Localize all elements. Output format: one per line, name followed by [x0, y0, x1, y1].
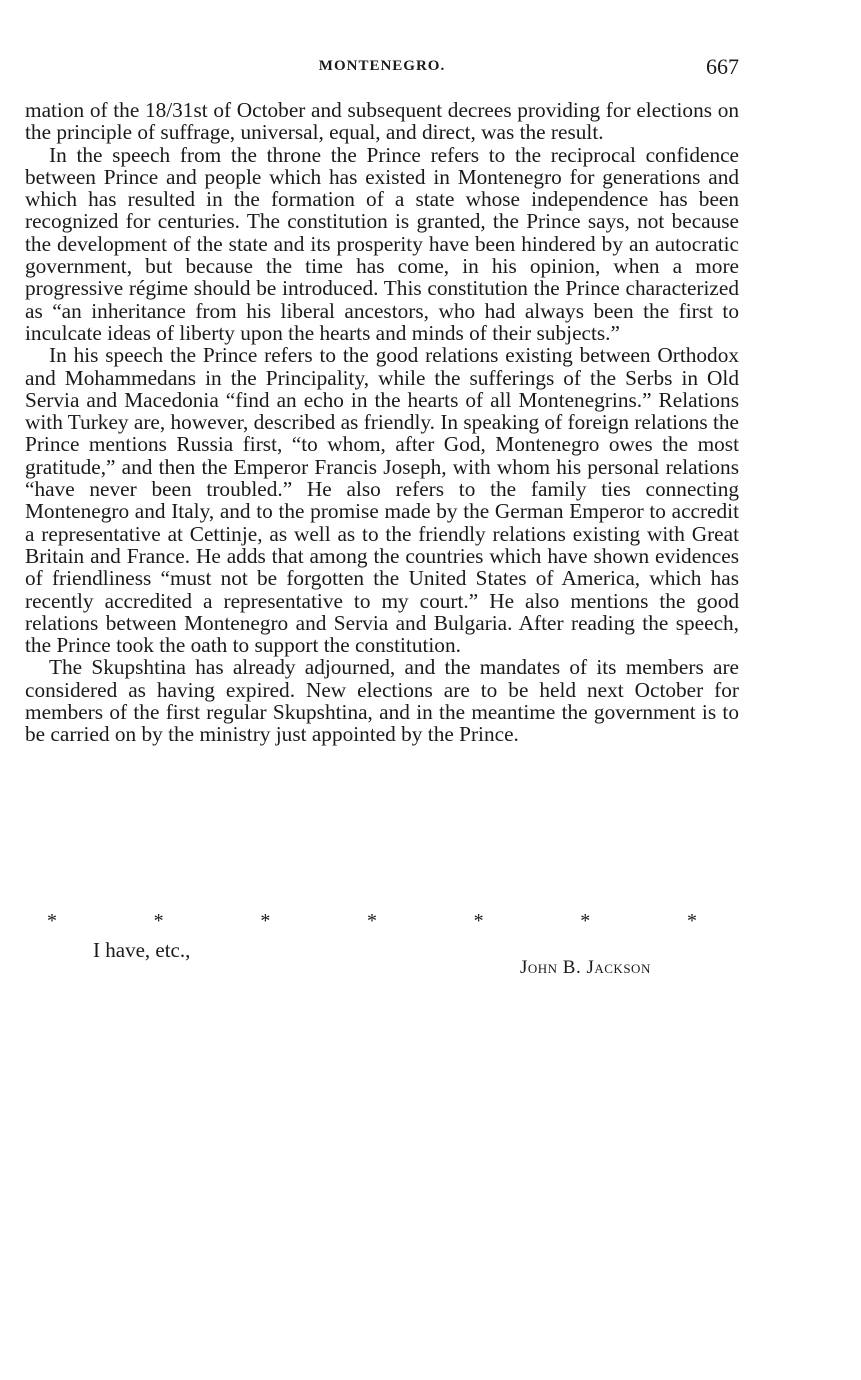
paragraph-skupshtina: The Skupshtina has already adjourned, and the mandates of its members are considered as having expired. New elections are to be held next October for members of the first regular Skupshtina, and in the meantime the government is to be carried on by the ministry just appointed by the Prince. [25, 655, 739, 747]
signature: John B. Jackson [520, 957, 651, 978]
asterisk: * [366, 910, 377, 932]
running-head [25, 54, 739, 82]
running-title: MONTENEGRO. [318, 58, 446, 74]
page-number: 667 [706, 54, 739, 79]
paragraph-continued: mation of the 18/31st of October and subsequent decrees providing for elections on the principle of suffrage, universal, equal, and direct, was the result. [25, 98, 739, 145]
asterisk: * [47, 910, 57, 932]
body-text [25, 99, 739, 746]
section-break-asterisks [47, 910, 697, 933]
asterisk: * [260, 910, 271, 932]
asterisk: * [580, 910, 591, 932]
paragraph-speech-from-throne: In the speech from the throne the Prince refers to the reciprocal confidence between Prince and people which has existed in Montenegro for generations and which has resulted in the formation of a state whose independence has been recognized for centuries. The constitution is granted, the Prince says, not because the development of the state and its prosperity have been hindered by an autocratic government, but because the time has come, in his opinion, when a more progressive régime should be introduced. This constitution the Prince characterized as “an inheritance from his liberal ancestors, who had always been the first to inculcate ideas of liberty upon the hearts and minds of their subjects.” [25, 142, 739, 345]
asterisk: * [153, 910, 164, 932]
asterisk: * [686, 910, 697, 932]
asterisk: * [473, 910, 484, 932]
paragraph-foreign-relations: In his speech the Prince refers to the good relations existing between Orthodox and Mohammedans in the Principality, while the sufferings of the Serbs in Old Servia and Macedonia “find an echo in the hearts of all Montenegrins.” Relations with Turkey are, however, described as friendly. In speaking of foreign relations the Prince mentions Russia first, “to whom, after God, Montenegro owes the most gratitude,” and then the Emperor Francis Joseph, with whom his personal relations “have never been troubled.” He also refers to the family ties connecting Montenegro and Italy, and to the promise made by the German Emperor to accredit a representative at Cettinje, as well as to the friendly relations existing with Great Britain and France. He adds that among the countries which have shown evidences of friendliness “must not be forgotten the United States of America, which has recently accredited a representative to my court.” He also mentions the good relations between Montenegro and Servia and Bulgaria. After reading the speech, the Prince took the oath to support the constitution. [25, 343, 739, 658]
closing-salutation: I have, etc., [93, 938, 191, 962]
